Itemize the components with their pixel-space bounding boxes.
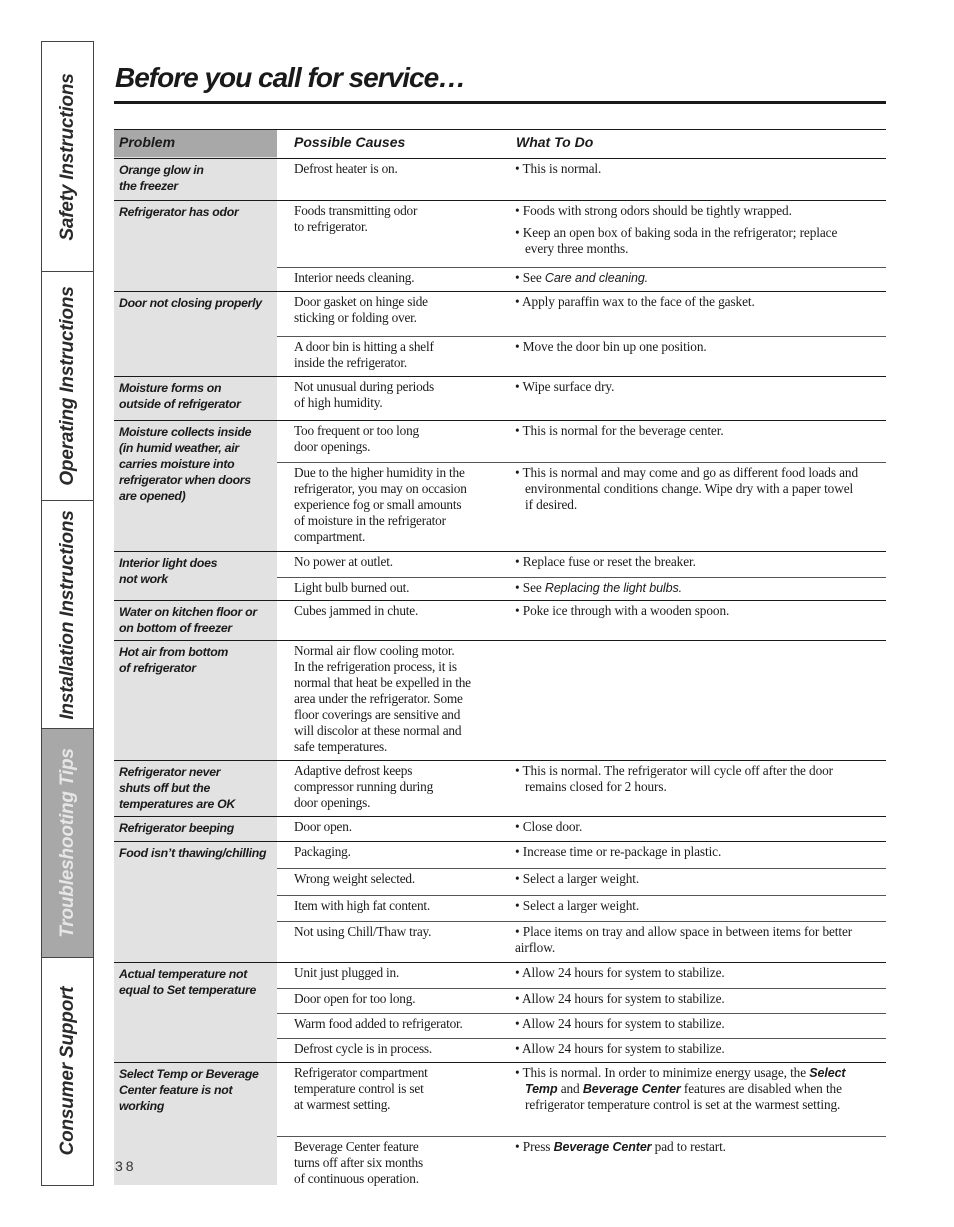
possible-cause: Unit just plugged in.: [294, 965, 400, 980]
cause-row: [277, 336, 886, 378]
possible-cause: Light bulb burned out.: [294, 580, 410, 595]
action-text: pad to restart.: [651, 1139, 726, 1154]
cause-row: [277, 842, 886, 868]
action-text: • This is normal and may come and go as different food loads and environmental conditions change. Wipe dry with a paper towel if desired.: [515, 465, 859, 512]
tab-label: Troubleshooting Tips: [56, 748, 78, 938]
action-text: • Allow 24 hours for system to stabilize.: [515, 1016, 725, 1031]
cause-row: [277, 1013, 886, 1039]
cause-row: [277, 267, 886, 293]
what-to-do: [515, 465, 860, 519]
possible-cause: Interior needs cleaning.: [294, 270, 415, 285]
action-item: [515, 991, 860, 1007]
feature-name: Select Temp: [525, 1066, 846, 1096]
action-text: features are disabled when the refrigerator temperature control is set at the warmest setting.: [525, 1081, 842, 1112]
action-text: • Close door.: [515, 819, 583, 834]
tab-label: Safety Instructions: [56, 72, 78, 241]
action-item: [515, 225, 860, 257]
page-number: 38: [115, 1158, 137, 1174]
what-to-do: [515, 1016, 860, 1038]
possible-cause: A door bin is hitting a shelf inside the refrigerator.: [294, 339, 434, 370]
table-header: [114, 129, 886, 159]
possible-cause: Door open.: [294, 819, 352, 834]
cause-row: [277, 462, 886, 553]
possible-cause: Too frequent or too long door openings.: [294, 423, 419, 454]
feature-name: Beverage Center: [582, 1082, 681, 1096]
action-text: • Apply paraffin wax to the face of the gasket.: [515, 294, 755, 309]
what-to-do: [515, 1041, 860, 1063]
cause-row: [277, 1136, 886, 1186]
action-text: • Allow 24 hours for system to stabilize.: [515, 991, 725, 1006]
table-row: [114, 421, 886, 552]
problem-cell: Actual temperature not equal to Set temperature: [119, 967, 256, 997]
tab-troubleshooting-tips[interactable]: [42, 729, 93, 958]
action-item: [515, 339, 860, 355]
problem-cell: Food isn’t thawing/chilling: [119, 846, 267, 860]
action-text: • Increase time or re-package in plastic.: [515, 844, 722, 859]
possible-cause: Normal air flow cooling motor. In the refrigeration process, it is normal that heat be expelled in the area under the refrigerator. Some floor coverings are sensitive and will discolor at these normal and safe temperatures.: [294, 643, 471, 754]
possible-cause: Wrong weight selected.: [294, 871, 415, 886]
action-text: • Allow 24 hours for system to stabilize.: [515, 1041, 725, 1056]
cause-row: [277, 201, 886, 267]
possible-cause: Not unusual during periods of high humidity.: [294, 379, 434, 410]
table-row: [114, 377, 886, 421]
action-item: [515, 819, 860, 835]
header-possible-causes: Possible Causes: [294, 134, 406, 150]
feature-name: Beverage Center: [553, 1140, 652, 1154]
section-tabs: [41, 41, 94, 1186]
what-to-do: [515, 603, 860, 625]
action-text: • This is normal. The refrigerator will cycle off after the door remains closed for 2 hours.: [515, 763, 834, 794]
action-item: [515, 1016, 860, 1032]
what-to-do: [515, 844, 860, 866]
what-to-do: [515, 819, 860, 841]
action-text: • Place items on tray and allow space in between items for better airflow.: [515, 924, 853, 955]
action-item: [515, 844, 860, 860]
what-to-do: [515, 554, 860, 576]
what-to-do: [515, 1065, 860, 1119]
action-item: [515, 1041, 860, 1057]
cause-row: [277, 761, 886, 817]
possible-cause: Defrost heater is on.: [294, 161, 398, 176]
cause-row: [277, 421, 886, 462]
problem-cell: Moisture collects inside (in humid weather, air carries moisture into refrigerator when doors are opened): [119, 425, 252, 503]
possible-cause: Adaptive defrost keeps compressor running during door openings.: [294, 763, 434, 810]
table-row: [114, 552, 886, 601]
action-text: • This is normal. In order to minimize energy usage, the: [515, 1065, 810, 1080]
possible-cause: Warm food added to refrigerator.: [294, 1016, 463, 1031]
action-item: [515, 203, 860, 219]
action-text: • See: [515, 270, 545, 285]
possible-cause: Due to the higher humidity in the refrigerator, you may on occasion experience fog or small amounts of moisture in the refrigerator compartment.: [294, 465, 467, 544]
tab-label: Consumer Support: [56, 986, 78, 1156]
cause-row: [277, 988, 886, 1014]
what-to-do: [515, 270, 860, 292]
what-to-do: [515, 991, 860, 1013]
action-item: [515, 1139, 860, 1155]
action-item: [515, 965, 860, 981]
cause-row: [277, 1063, 886, 1136]
what-to-do: [515, 379, 860, 401]
possible-cause: No power at outlet.: [294, 554, 393, 569]
what-to-do: [515, 203, 860, 263]
title-rule: [114, 101, 886, 104]
page-title: Before you call for service…: [115, 62, 466, 93]
action-item: [515, 603, 860, 619]
section-reference[interactable]: Replacing the light bulbs.: [544, 581, 682, 595]
what-to-do: [515, 898, 860, 920]
action-item: [515, 465, 860, 513]
action-item: [515, 1065, 860, 1113]
possible-cause: Foods transmitting odor to refrigerator.: [294, 203, 418, 234]
problem-cell: Water on kitchen floor or on bottom of freezer: [119, 605, 257, 635]
action-item: [515, 580, 860, 596]
possible-cause: Item with high fat content.: [294, 898, 431, 913]
tab-safety-instructions[interactable]: [42, 42, 93, 272]
action-text: • Keep an open box of baking soda in the refrigerator; replace every three months.: [515, 225, 838, 256]
action-text: • Allow 24 hours for system to stabilize.: [515, 965, 725, 980]
tab-label: Operating Instructions: [56, 286, 78, 486]
what-to-do: [515, 339, 860, 361]
what-to-do: [515, 161, 860, 183]
tab-operating-instructions[interactable]: [42, 272, 93, 501]
problem-cell: Hot air from bottom of refrigerator: [119, 645, 229, 675]
header-problem: Problem: [119, 134, 176, 150]
problem-cell: Refrigerator beeping: [119, 821, 234, 835]
table-row: [114, 842, 886, 963]
tab-consumer-support[interactable]: [42, 958, 93, 1184]
cause-row: [277, 868, 886, 896]
cause-row: [277, 577, 886, 602]
cause-row: [277, 895, 886, 922]
what-to-do: [515, 924, 860, 962]
action-item: [515, 423, 860, 439]
action-text: • Replace fuse or reset the breaker.: [515, 554, 696, 569]
possible-cause: Cubes jammed in chute.: [294, 603, 419, 618]
action-item: [515, 270, 860, 286]
cause-row: [277, 641, 886, 761]
action-item: [515, 924, 860, 956]
problem-cell: Orange glow in the freezer: [119, 163, 204, 193]
possible-cause: Beverage Center feature turns off after six months of continuous operation.: [294, 1139, 423, 1186]
what-to-do: [515, 1139, 860, 1161]
what-to-do: [515, 580, 860, 602]
table-row: [114, 817, 886, 842]
action-text: • Move the door bin up one position.: [515, 339, 707, 354]
what-to-do: [515, 871, 860, 893]
table-row: [114, 963, 886, 1063]
table-row: [114, 1063, 886, 1185]
cause-row: [277, 963, 886, 988]
what-to-do: [515, 423, 860, 445]
problem-cell: Moisture forms on outside of refrigerator: [119, 381, 241, 411]
action-item: [515, 294, 860, 310]
problem-cell: Interior light does not work: [119, 556, 218, 586]
possible-cause: Refrigerator compartment temperature control is set at warmest setting.: [294, 1065, 428, 1112]
possible-cause: Not using Chill/Thaw tray.: [294, 924, 432, 939]
possible-cause: Door gasket on hinge side sticking or folding over.: [294, 294, 428, 325]
cause-row: [277, 921, 886, 964]
section-reference[interactable]: Care and cleaning.: [544, 271, 649, 285]
what-to-do: [515, 294, 860, 316]
cause-row: [277, 159, 886, 201]
action-item: [515, 161, 860, 177]
table-row: [114, 292, 886, 377]
cause-row: [277, 817, 886, 842]
problem-cell: Door not closing properly: [119, 296, 262, 310]
action-text: • This is normal for the beverage center.: [515, 423, 724, 438]
problem-cell: Select Temp or Beverage Center feature is not working: [119, 1067, 259, 1113]
table-row: [114, 601, 886, 641]
action-item: [515, 379, 860, 395]
possible-cause: Defrost cycle is in process.: [294, 1041, 433, 1056]
what-to-do: [515, 763, 860, 801]
action-text: • Wipe surface dry.: [515, 379, 615, 394]
cause-row: [277, 1038, 886, 1064]
tab-label: Installation Instructions: [56, 509, 78, 720]
tab-installation-instructions[interactable]: [42, 501, 93, 729]
table-row: [114, 201, 886, 292]
possible-cause: Packaging.: [294, 844, 351, 859]
action-item: [515, 898, 860, 914]
action-item: [515, 871, 860, 887]
action-text: • Select a larger weight.: [515, 898, 640, 913]
action-text: • Foods with strong odors should be tightly wrapped.: [515, 203, 792, 218]
action-item: [515, 554, 860, 570]
table-row: [114, 641, 886, 761]
what-to-do: [515, 965, 860, 987]
action-item: [515, 763, 860, 795]
table-row: [114, 159, 886, 201]
cause-row: [277, 601, 886, 641]
action-text: and: [557, 1081, 583, 1096]
possible-cause: Door open for too long.: [294, 991, 416, 1006]
action-text: • Poke ice through with a wooden spoon.: [515, 603, 730, 618]
cause-row: [277, 552, 886, 577]
table-row: [114, 761, 886, 817]
cause-row: [277, 377, 886, 421]
header-what-to-do: What To Do: [516, 134, 594, 150]
cause-row: [277, 292, 886, 336]
action-text: • This is normal.: [515, 161, 602, 176]
problem-cell: Refrigerator has odor: [119, 205, 239, 219]
action-text: • See: [515, 580, 545, 595]
action-text: • Press: [515, 1139, 554, 1154]
action-text: • Select a larger weight.: [515, 871, 640, 886]
problem-cell: Refrigerator never shuts off but the temperatures are OK: [119, 765, 235, 811]
